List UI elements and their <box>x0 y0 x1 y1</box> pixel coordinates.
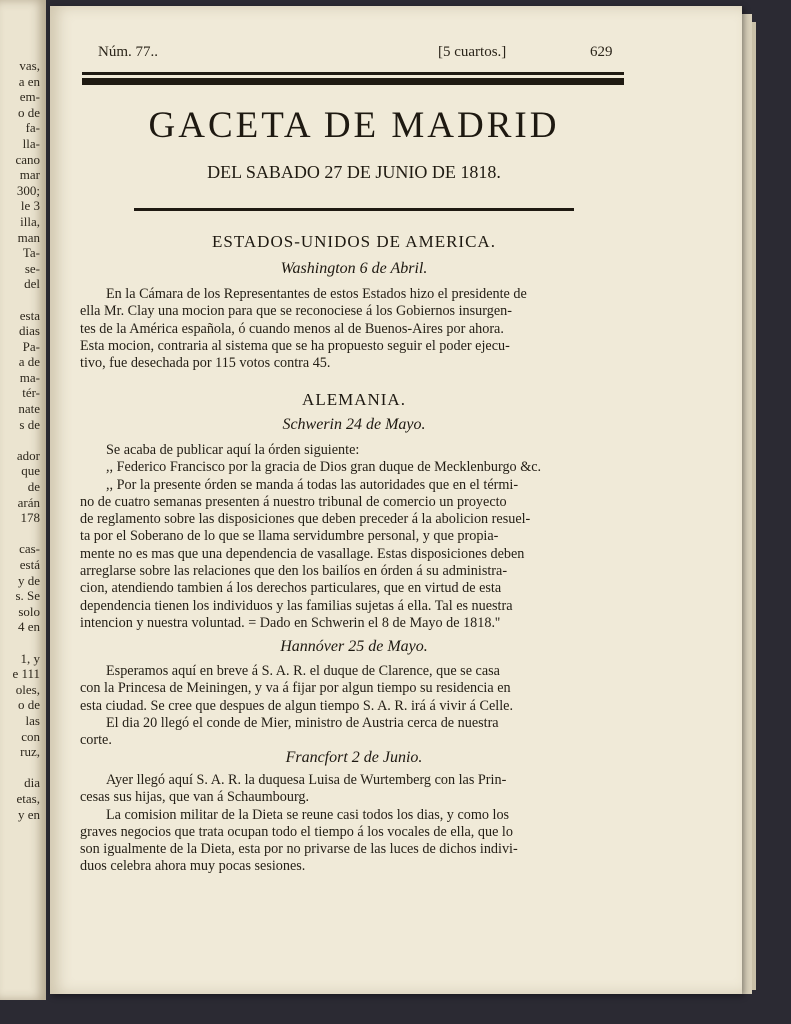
left-fragment-line: illa, <box>20 213 40 229</box>
text-line: La comision militar de la Dieta se reune casi todos los dias, y como los <box>106 806 510 823</box>
text-line: corte. <box>80 732 112 749</box>
dispatch-place-washington: Washington 6 de Abril. <box>280 260 428 277</box>
left-fragment-line: a en <box>18 73 40 89</box>
left-fragment-line: lla- <box>22 135 40 151</box>
text-line: no de cuatro semanas presenten á nuestro tribunal de comercio un proyecto <box>80 493 507 510</box>
left-fragment-line: está <box>19 557 40 572</box>
left-fragment-line: dia <box>24 775 40 791</box>
dispatch-place-francfort: Francfort 2 de Junio. <box>285 749 423 766</box>
text-line: tes de la América española, ó cuando menos al de Buenos-Aires por ahora. <box>80 320 504 337</box>
left-fragment-line: con <box>21 728 40 744</box>
left-fragment-line: le 3 <box>20 198 40 214</box>
left-fragment-line: a de <box>18 354 40 370</box>
text-line: de reglamento sobre las disposiciones que deben preceder á la abolicion resuel- <box>80 511 531 528</box>
left-fragment-line: solo <box>18 603 40 619</box>
left-page-text <box>12 58 40 822</box>
left-fragment-line: 1, y <box>20 650 40 666</box>
text-line: Ayer llegó aquí S. A. R. la duquesa Luisa de Wurtemberg con las Prin- <box>106 772 507 788</box>
left-fragment-line: y en <box>17 806 40 822</box>
left-fragment-line: dias <box>19 323 40 339</box>
masthead-title: GACETA DE MADRID <box>148 105 560 146</box>
page-number: 629 <box>590 44 613 60</box>
text-line: cesas sus hijas, que van á Schaumbourg. <box>80 789 310 806</box>
text-line: ,, Por la presente órden se manda á todas las autoridades que en el térmi- <box>106 476 519 493</box>
text-line: Esta mocion, contraria al sistema que se ha propuesto seguir el poder ejecu- <box>80 337 510 354</box>
text-line: El dia 20 llegó el conde de Mier, ministro de Austria cerca de nuestra <box>106 714 499 731</box>
dispatch-body-hannover <box>80 663 630 749</box>
left-fragment-line: Ta- <box>22 245 40 261</box>
left-fragment-line: tér- <box>22 385 40 401</box>
left-fragment-line: vas, <box>19 58 40 73</box>
text-line: con la Princesa de Meiningen, y va á fijar por algun tiempo su residencia en <box>80 680 511 697</box>
text-line: son igualmente de la Dieta, esta por no privarse de las luces de dichos indivi- <box>80 841 518 858</box>
left-fragment-line: o de <box>17 104 40 120</box>
left-fragment-line: del <box>24 276 40 292</box>
left-fragment-line: nate <box>18 401 40 417</box>
left-fragment-line <box>12 635 40 651</box>
left-fragment-line: las <box>25 712 40 728</box>
dispatch-body-francfort <box>80 772 630 876</box>
left-fragment-line: s de <box>19 416 40 432</box>
section-heading-usa: ESTADOS-UNIDOS DE AMERICA. <box>212 232 496 251</box>
dispatch-body-schwerin <box>80 442 630 632</box>
text-line: esta ciudad. Se cree que despues de algun tiempo S. A. R. irá á vivir á Celle. <box>80 697 513 714</box>
left-fragment-line: de <box>27 479 40 495</box>
left-fragment-line: arán <box>17 494 40 510</box>
page-edge-shadow <box>752 22 756 990</box>
left-fragment-line: o de <box>17 697 40 713</box>
left-fragment-line: y de <box>17 572 40 588</box>
left-fragment-line: ador <box>16 447 40 463</box>
left-fragment-line <box>12 432 40 448</box>
text-line: graves negocios que trata ocupan todo el tiempo á los vocales de ella, que lo <box>80 823 513 840</box>
dispatch-place-hannover: Hannóver 25 de Mayo. <box>280 638 428 655</box>
left-fragment-line: e 111 <box>12 666 40 682</box>
page-edge <box>742 14 752 994</box>
header-rule-top <box>82 72 624 75</box>
left-fragment-line <box>12 760 40 776</box>
left-fragment-line: Pa- <box>22 338 40 354</box>
price-label: [5 cuartos.] <box>438 44 507 60</box>
issue-number: Núm. 77.. <box>98 44 158 60</box>
text-line: duos celebra ahora muy pocas sesiones. <box>80 858 306 875</box>
left-fragment-line <box>12 292 40 308</box>
left-fragment-line: 4 en <box>17 619 40 635</box>
left-fragment-line: fa- <box>25 120 40 136</box>
left-fragment-line: que <box>21 463 40 479</box>
dispatch-place-schwerin: Schwerin 24 de Mayo. <box>282 416 426 433</box>
left-page-fragment <box>0 0 46 1000</box>
left-fragment-line: se- <box>24 260 40 276</box>
text-line: Se acaba de publicar aquí la órden siguiente: <box>106 442 360 458</box>
left-fragment-line: em- <box>19 89 40 105</box>
left-fragment-line: cas- <box>19 541 40 557</box>
left-fragment-line: man <box>17 229 40 245</box>
left-fragment-line: oles, <box>15 681 40 697</box>
header-rule-thick <box>82 78 624 85</box>
text-line: mente no es mas que una dependencia de vasallage. Estas disposiciones deben <box>80 545 525 562</box>
left-fragment-line: ma- <box>19 369 40 385</box>
left-fragment-line: cano <box>15 151 40 167</box>
left-fragment-line <box>12 526 40 542</box>
text-line: ella Mr. Clay una mocion para que se reconociese á los Gobiernos insurgen- <box>80 303 512 320</box>
dispatch-body-washington <box>80 286 630 372</box>
left-fragment-line: mar <box>19 167 40 183</box>
text-line: Esperamos aquí en breve á S. A. R. el duque de Clarence, que se casa <box>106 663 500 679</box>
text-line: tivo, fue desechada por 115 votos contra 45. <box>80 355 331 372</box>
left-fragment-line: ruz, <box>20 744 40 760</box>
left-fragment-line: s. Se <box>15 588 40 604</box>
text-line: ,, Federico Francisco por la gracia de Dios gran duque de Mecklenburgo &c. <box>106 459 542 476</box>
left-fragment-line: etas, <box>16 790 40 806</box>
left-fragment-line: 300; <box>16 182 40 198</box>
text-line: cion, atendiendo tambien á los derechos particulares, que en virtud de esta <box>80 580 502 597</box>
text-line: intencion y nuestra voluntad. = Dado en Schwerin el 8 de Mayo de 1818.'' <box>80 614 501 631</box>
section-heading-alemania: ALEMANIA. <box>302 390 406 409</box>
text-line: ta por el Soberano de lo que se llama servidumbre personal, y que propia- <box>80 528 499 545</box>
text-line: En la Cámara de los Representantes de estos Estados hizo el presidente de <box>106 286 527 302</box>
left-fragment-line: 178 <box>20 510 40 526</box>
left-fragment-line: esta <box>19 307 40 323</box>
dateline: DEL SABADO 27 DE JUNIO DE 1818. <box>207 162 501 182</box>
text-line: arreglarse sobre las relaciones que den los bailíos en órden á su administra- <box>80 563 508 580</box>
dateline-rule <box>134 208 574 211</box>
text-line: dependencia tienen los individuos y las familias sujetas á ella. Tal es nuestra <box>80 597 513 614</box>
